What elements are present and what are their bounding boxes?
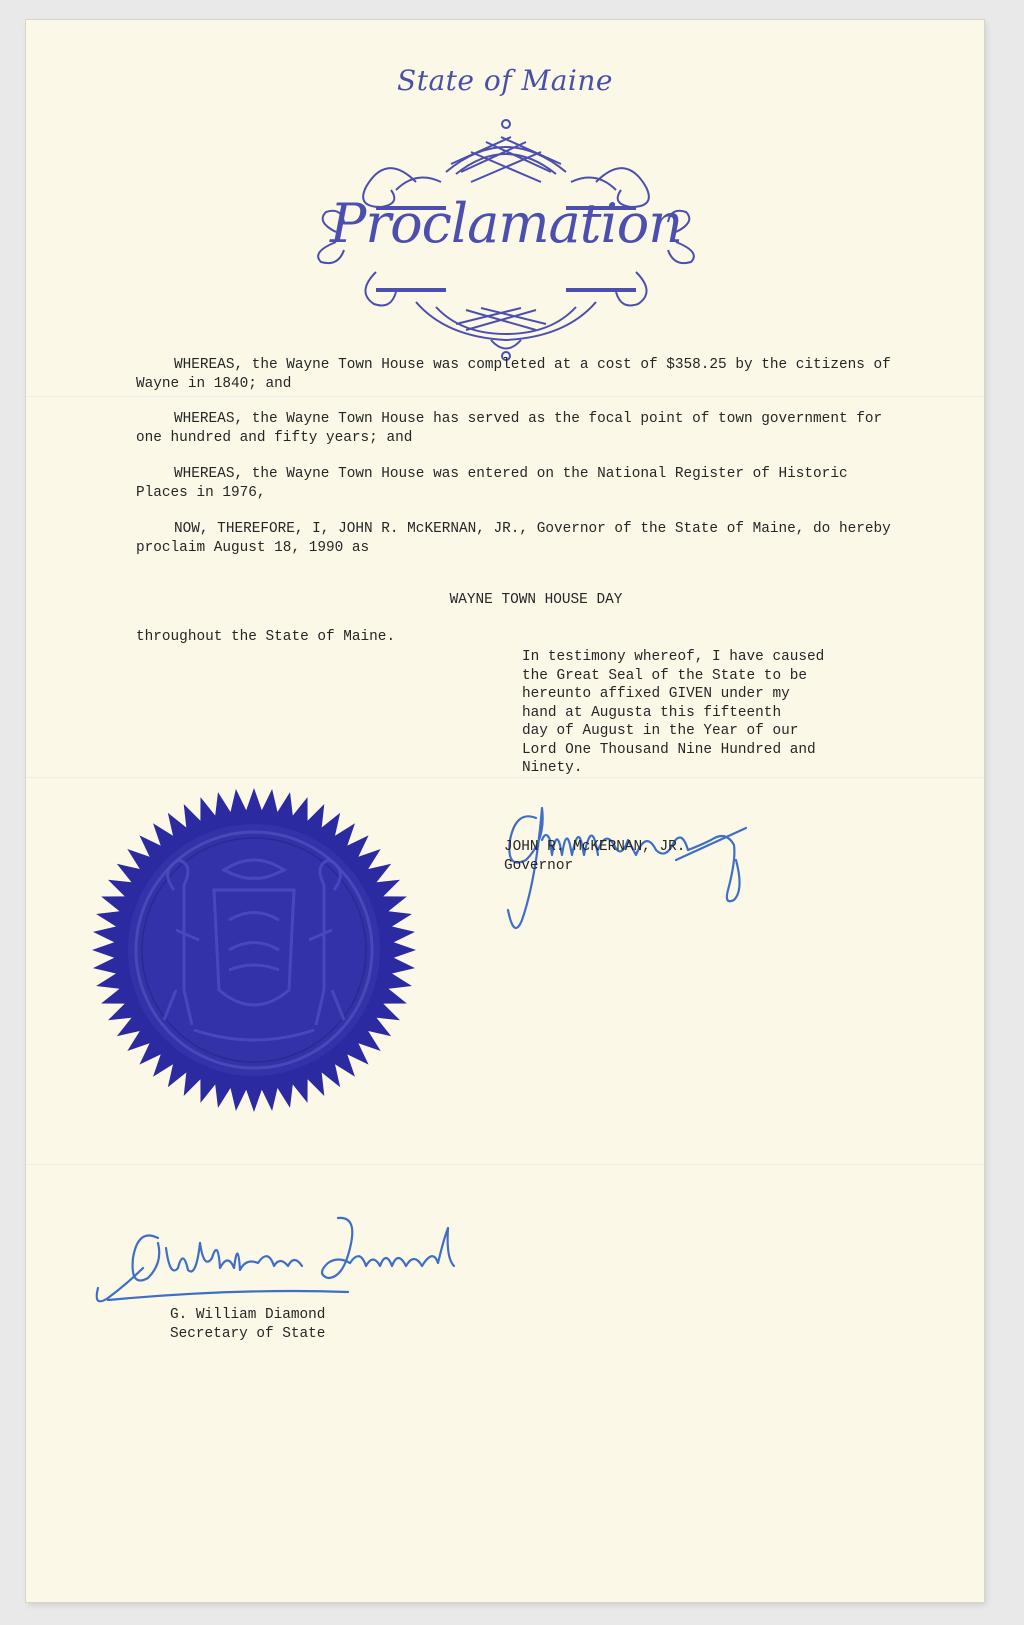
fold-line (26, 1164, 984, 1166)
whereas-paragraph-3: WHEREAS, the Wayne Town House was entered on the National Register of Historic Places in 1976, (136, 466, 857, 501)
state-title: State of Maine (397, 64, 613, 97)
governor-title: Governor (504, 857, 574, 874)
secretary-signature (88, 1208, 488, 1318)
fold-line (26, 396, 984, 398)
testimony-line: Lord One Thousand Nine Hundred and (522, 741, 816, 758)
testimony-line: the Great Seal of the State to be (522, 667, 807, 684)
secretary-signature-block (170, 1306, 325, 1343)
secretary-title: Secretary of State (170, 1325, 326, 1342)
proclamation-heading: Proclamation (329, 192, 683, 255)
testimony-line: In testimony whereof, I have caused (522, 649, 825, 665)
testimony-line: day of August in the Year of our (522, 723, 799, 739)
closing-line: throughout the State of Maine. (136, 629, 396, 645)
testimony-block (522, 648, 882, 778)
whereas-paragraph-1: WHEREAS, the Wayne Town House was completed at a cost of $358.25 by the citizens of Wayne in 1840; and (136, 357, 900, 392)
proclaimed-day: WAYNE TOWN HOUSE DAY (449, 592, 623, 608)
governor-signature-block (504, 838, 685, 875)
secretary-name: G. William Diamond (170, 1307, 326, 1323)
testimony-line: Ninety. (522, 760, 583, 776)
proclamation-document (26, 20, 984, 1602)
whereas-paragraph-2: WHEREAS, the Wayne Town House has served as the focal point of town government for one hundred and fifty years; and (136, 411, 891, 446)
governor-name: JOHN R. McKERNAN, JR. (504, 839, 686, 855)
proclamation-paragraph: NOW, THEREFORE, I, JOHN R. McKERNAN, JR., Governor of the State of Maine, do hereby proclaim August 18, 1990 as (136, 521, 900, 556)
testimony-line: hereunto affixed GIVEN under my (522, 686, 790, 702)
testimony-line: hand at Augusta this fifteenth (522, 704, 782, 721)
great-seal-of-maine (90, 786, 418, 1114)
